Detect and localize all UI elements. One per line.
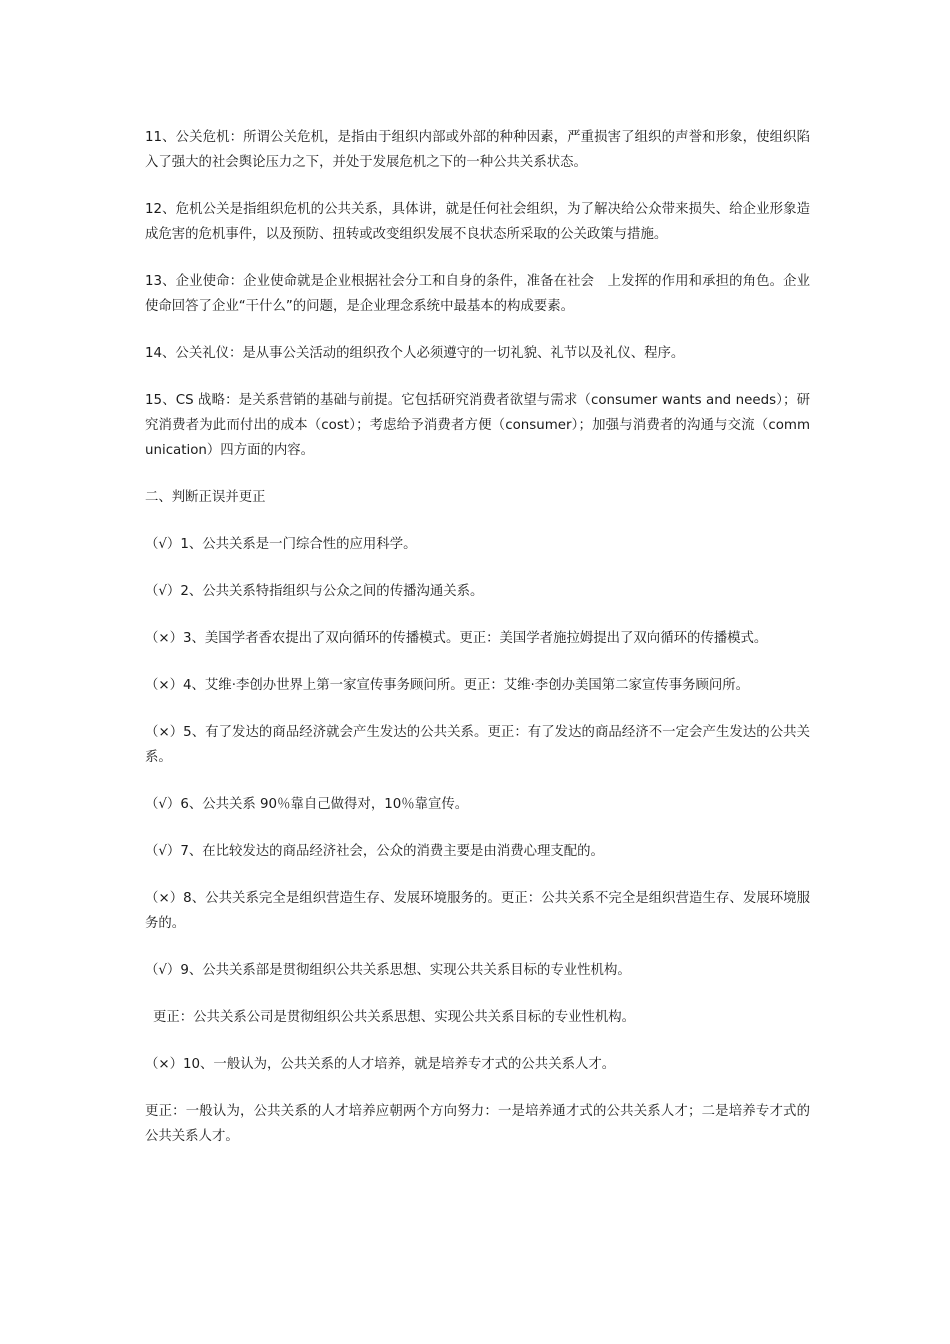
judgment-6: （√）6、公共关系 90％靠自己做得对，10％靠宣传。 bbox=[145, 797, 469, 812]
judgment-5: （×）5、有了发达的商品经济就会产生发达的公共关系。更正：有了发达的商品经济不一定会产生发达的公共关系。 bbox=[145, 725, 810, 765]
judgment-7: （√）7、在比较发达的商品经济社会，公众的消费主要是由消费心理支配的。 bbox=[145, 844, 604, 859]
definition-15: 15、CS 战略：是关系营销的基础与前提。它包括研究消费者欲望与需求（consumer wants and needs）；研究消费者为此而付出的成本（cost）；考虑给予消费者方便（consumer）；加强与消费者的沟通与交流（communication）四方面的内容。 bbox=[145, 393, 810, 458]
judgment-9-correction: 更正：公共关系公司是贯彻组织公共关系思想、实现公共关系目标的专业性机构。 bbox=[153, 1010, 636, 1025]
judgment-9: （√）9、公共关系部是贯彻组织公共关系思想、实现公共关系目标的专业性机构。 bbox=[145, 963, 631, 978]
judgment-10-correction: 更正：一般认为，公共关系的人才培养应朝两个方向努力：一是培养通才式的公共关系人才；二是培养专才式的公共关系人才。 bbox=[145, 1104, 810, 1144]
judgment-8: （×）8、公共关系完全是组织营造生存、发展环境服务的。更正：公共关系不完全是组织营造生存、发展环境服务的。 bbox=[145, 891, 810, 931]
judgment-4: （×）4、艾维·李创办世界上第一家宣传事务顾问所。更正：艾维·李创办美国第二家宣传事务顾问所。 bbox=[145, 678, 750, 693]
document-page bbox=[145, 125, 810, 1171]
judgment-10: （×）10、一般认为，公共关系的人才培养，就是培养专才式的公共关系人才。 bbox=[145, 1057, 616, 1072]
definition-12: 12、危机公关是指组织危机的公共关系，具体讲，就是任何社会组织，为了解决给公众带来损失、给企业形象造成危害的危机事件，以及预防、扭转或改变组织发展不良状态所采取的公关政策与措施。 bbox=[145, 202, 810, 242]
judgment-3: （×）3、美国学者香农提出了双向循环的传播模式。更正：美国学者施拉姆提出了双向循环的传播模式。 bbox=[145, 631, 768, 646]
definition-11: 11、公关危机：所谓公关危机，是指由于组织内部或外部的种种因素，严重损害了组织的声誉和形象，使组织陷入了强大的社会舆论压力之下，并处于发展危机之下的一种公共关系状态。 bbox=[145, 130, 810, 170]
definition-14: 14、公关礼仪：是从事公关活动的组织孜个人必须遵守的一切礼貌、礼节以及礼仪、程序。 bbox=[145, 346, 685, 361]
section-heading: 二、判断正误并更正 bbox=[145, 490, 266, 505]
judgment-2: （√）2、公共关系特指组织与公众之间的传播沟通关系。 bbox=[145, 584, 484, 599]
judgment-1: （√）1、公共关系是一门综合性的应用科学。 bbox=[145, 537, 417, 552]
definition-13: 13、企业使命：企业使命就是企业根据社会分工和自身的条件，准备在社会 上发挥的作用和承担的角色。企业使命回答了企业“干什么”的问题，是企业理念系统中最基本的构成要素。 bbox=[145, 274, 810, 314]
